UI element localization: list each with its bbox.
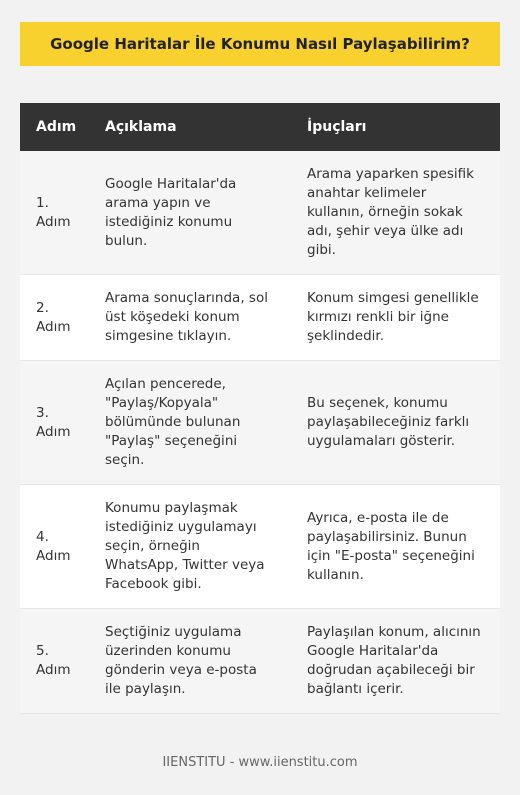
tip-cell: Ayrıca, e-posta ile de paylaşabilirsiniz. Bunun için "E-posta" seçeneğini kullanın. [291,485,500,609]
table-row [20,275,500,361]
tip-cell: Arama yaparken spesifik anahtar kelimeler kullanın, örneğin sokak adı, şehir veya ülke adı gibi. [291,151,500,275]
page-title: Google Haritalar İle Konumu Nasıl Paylaşabilirim? [50,35,470,53]
description-cell: Google Haritalar'da arama yapın ve istediğiniz konumu bulun. [89,151,291,275]
tip-cell: Konum simgesi genellikle kırmızı renkli bir iğne şeklindedir. [291,275,500,361]
table-row [20,361,500,485]
table-row [20,151,500,275]
step-cell: 1. Adım [20,151,89,275]
column-header-tips: İpuçları [291,103,500,151]
table-header-row [20,103,500,151]
tip-cell: Paylaşılan konum, alıcının Google Haritalar'da doğrudan açabileceği bir bağlantı içerir. [291,609,500,714]
column-header-description: Açıklama [89,103,291,151]
description-cell: Açılan pencerede, "Paylaş/Kopyala" bölümünde bulunan "Paylaş" seçeneğini seçin. [89,361,291,485]
footer-credit: IIENSTITU - www.iienstitu.com [162,755,358,770]
description-cell: Arama sonuçlarında, sol üst köşedeki konum simgesine tıklayın. [89,275,291,361]
step-cell: 5. Adım [20,609,89,714]
step-cell: 4. Adım [20,485,89,609]
description-cell: Konumu paylaşmak istediğiniz uygulamayı seçin, örneğin WhatsApp, Twitter veya Facebook gibi. [89,485,291,609]
table-row [20,485,500,609]
tip-cell: Bu seçenek, konumu paylaşabileceğiniz farklı uygulamaları gösterir. [291,361,500,485]
step-cell: 3. Adım [20,361,89,485]
column-header-step: Adım [20,103,89,151]
steps-table [20,103,500,714]
step-cell: 2. Adım [20,275,89,361]
table-row [20,609,500,714]
title-banner [20,22,500,66]
description-cell: Seçtiğiniz uygulama üzerinden konumu gönderin veya e-posta ile paylaşın. [89,609,291,714]
